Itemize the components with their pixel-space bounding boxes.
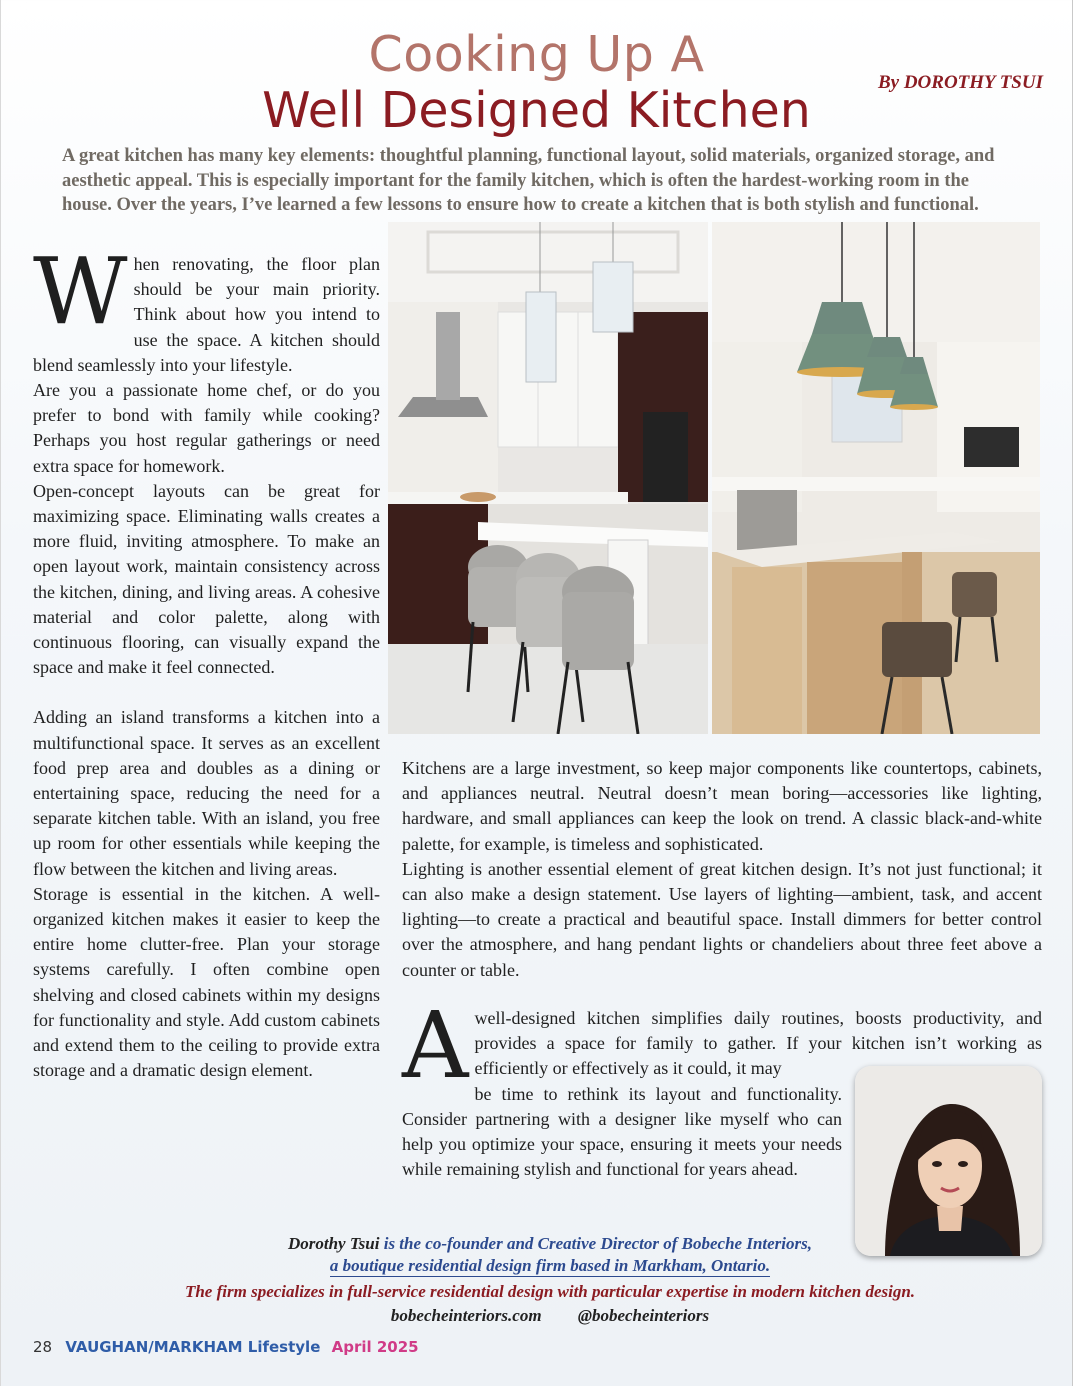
paragraph-open-concept: Open-concept layouts can be great for maximizing space. Eliminating walls creates a more fluid, inviting atmosphere. To make an open layout work, maintain consistency across the kitchen, dining, and living areas. A cohesive material and color palette, along with continuous flooring, can visually expand the space and make it feel connected. [33,480,380,678]
author-portrait [855,1066,1042,1256]
dropcap-a: A [402,992,469,1099]
paragraph-storage: Storage is essential in the kitchen. A well-organized kitchen makes it easier to keep the entire home clutter-free. Plan your storage systems carefully. I often combine open shelving and closed cabinets within my designs for functionality and style. Add custom cabinets and extend them to the ceiling to provide extra storage and a dramatic design element. [33,883,380,1081]
middle-column [402,756,1042,983]
bio-line1-text: is the co-founder and Creative Director of Bobeche Interiors, [379,1234,813,1253]
paragraph-floor-plan: hen renovating, the floor plan should be your main priority. Think about how you intend to use the space. A kitchen should blend seamlessly into your lifestyle. [33,254,380,375]
byline: By DOROTHY TSUI [877,72,1043,93]
bio-line3: The firm specializes in full-service residential design with particular expertise in modern kitchen design. [184,1282,916,1301]
issue-date: April 2025 [331,1338,419,1356]
bio-line1 [0,1232,1073,1255]
left-column [33,238,380,1084]
page-footer [33,1338,419,1356]
bio-author-name: Dorothy Tsui [287,1234,380,1253]
closing-text-narrow: be time to rethink its layout and functionality. Consider partnering with a designer like myself who can help you optimize your space, ensuring it meets your needs while remaining stylish and functional for years ahead. [402,1083,842,1180]
paragraph-home-chef: Are you a passionate home chef, or do you prefer to bond with family while cooking? Perhaps you host regular gatherings or need extra space for homework. [33,380,380,476]
paragraph-island: Adding an island transforms a kitchen into a multifunctional space. It serves as an excellent food prep area and doubles as a dining or entertaining space, reducing the need for a separate kitchen table. With an island, you free up room for other essentials while keeping the flow between the kitchen and living areas. [33,707,380,879]
social-handle[interactable]: @bobecheinteriors [577,1306,710,1325]
bio-line2 [0,1256,1073,1276]
article-title-line2: Well Designed Kitchen [262,82,811,139]
paragraph-lighting: Lighting is another essential element of great kitchen design. It’s not just functional; it can also make a design statement. Use layers of lighting—ambient, task, and accent lighting—to create a practical and beautiful space. Install dimmers for better control over the atmosphere, and hang pendant lights or chandeliers about three feet above a counter or table. [402,858,1042,980]
bio-line2-text: a boutique residential design firm based in Markham, Ontario. [329,1256,771,1275]
page-number: 28 [33,1338,53,1356]
dropcap-w: W [33,238,128,345]
intro-paragraph: A great kitchen has many key elements: thoughtful planning, functional layout, solid materials, organized storage, and aesthetic appeal. This is especially important for the family kitchen, which is often the hardest-working room in the house. Over the years, I’ve learned a few lessons to ensure how to create a kitchen that is both stylish and functional. [62,146,995,215]
closing-text-wide: well-designed kitchen simplifies daily routines, boosts productivity, and provides a space for family to gather. If your kitchen isn’t working as efficiently or effectively as it could, it may [474,1008,1042,1079]
paragraph-investment: Kitchens are a large investment, so keep major components like countertops, cabinets, and appliances neutral. Neutral doesn’t mean boring—accessories like lighting, hardware, and small appliances can keep the look on trend. A classic black-and-white palette, for example, is timeless and sophisticated. [402,758,1042,854]
contact-links [0,1306,1073,1326]
kitchen-photo-dark [388,222,708,734]
website-link[interactable]: bobecheinteriors.com [390,1306,542,1325]
kitchen-photo-light [712,222,1040,734]
magazine-name: VAUGHAN/MARKHAM Lifestyle [65,1338,321,1356]
article-title-line1: Cooking Up A [368,26,705,83]
